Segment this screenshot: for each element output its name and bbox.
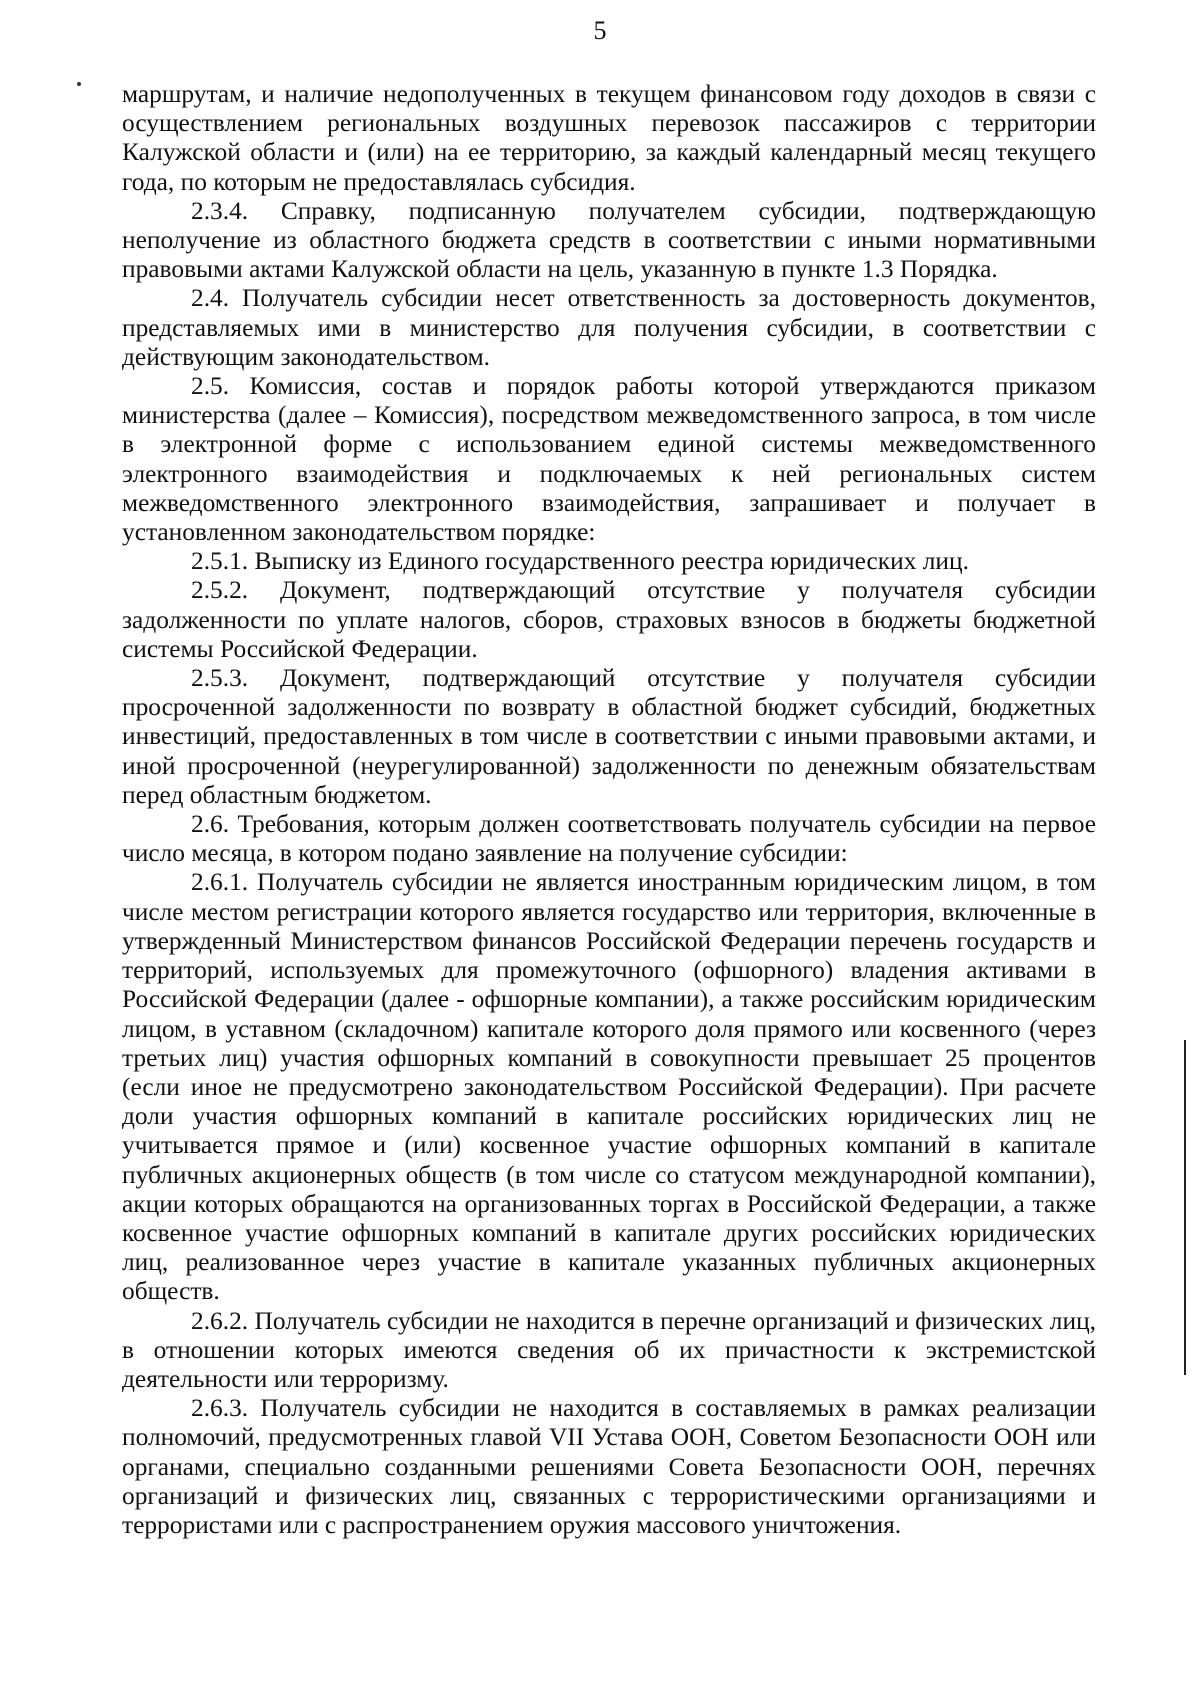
- paragraph-2-6-2: 2.6.2. Получатель субсидии не находится в перечне организаций и физических лиц, в отношении которых имеются сведения об их причастности к экстремистской деятельности или терроризму.: [122, 1306, 1096, 1393]
- paragraph-continuation: маршрутам, и наличие недополученных в текущем финансовом году доходов в связи с осуществлением региональных воздушных перевозок пассажиров с территории Калужской области и (или) на ее территорию, за каждый календарный месяц текущего года, по которым не предоставлялась субсидия.: [122, 80, 1096, 196]
- document-body: [122, 80, 1096, 1540]
- paragraph-2-3-4: 2.3.4. Справку, подписанную получателем субсидии, подтверждающую неполучение из областного бюджета средств в соответствии с иными нормативными правовыми актами Калужской области на цель, указанную в пункте 1.3 Порядка.: [122, 196, 1096, 284]
- paragraph-2-6-1: 2.6.1. Получатель субсидии не является иностранным юридическим лицом, в том числе местом регистрации которого является государство или территория, включенные в утвержденный Министерством финансов Российской Федерации перечень государств и территорий, используемых для промежуточного (офшорного) владения активами в Российской Федерации (далее - офшорные компании), а также российским юридическим лицом, в уставном (складочном) капитале которого доля прямого или косвенного (через третьих лиц) участия офшорных компаний в совокупности превышает 25 процентов (если иное не предусмотрено законодательством Российской Федерации). При расчете доли участия офшорных компаний в капитале российских юридических лиц не учитывается прямое и (или) косвенное участие офшорных компаний в капитале публичных акционерных обществ (в том числе со статусом международной компании), акции которых обращаются на организованных торгах в Российской Федерации, а также косвенное участие офшорных компаний в капитале других российских юридических лиц, реализованное через участие в капитале указанных публичных акционерных обществ.: [122, 868, 1096, 1306]
- paragraph-2-6: 2.6. Требования, которым должен соответствовать получатель субсидии на первое число месяца, в котором подано заявление на получение субсидии:: [122, 810, 1096, 868]
- paragraph-2-5-1: 2.5.1. Выписку из Единого государственного реестра юридических лиц.: [191, 547, 969, 576]
- paragraph-2-5-3: 2.5.3. Документ, подтверждающий отсутствие у получателя субсидии просроченной задолженности по возврату в областной бюджет субсидий, бюджетных инвестиций, предоставленных в том числе в соответствии с иными правовыми актами, и иной просроченной (неурегулированной) задолженности по денежным обязательствам перед областным бюджетом.: [122, 664, 1096, 809]
- scan-dot-mark: [77, 82, 81, 86]
- paragraph-2-5-2: 2.5.2. Документ, подтверждающий отсутствие у получателя субсидии задолженности по уплате налогов, сборов, страховых взносов в бюджеты бюджетной системы Российской Федерации.: [122, 576, 1096, 663]
- scan-edge-line: [1184, 1040, 1186, 1375]
- paragraph-2-5: 2.5. Комиссия, состав и порядок работы которой утверждаются приказом министерства (далее – Комиссия), посредством межведомственного запроса, в том числе в электронной форме с использованием единой системы межведомственного электронного взаимодействия и подключаемых к ней региональных систем межведомственного электронного взаимодействия, запрашивает и получает в установленном законодательством порядке:: [122, 372, 1096, 547]
- paragraph-2-6-3: 2.6.3. Получатель субсидии не находится в составляемых в рамках реализации полномочий, предусмотренных главой VII Устава ООН, Советом Безопасности ООН или органами, специально созданными решениями Совета Безопасности ООН, перечнях организаций и физических лиц, связанных с террористическими организациями и террористами или с распространением оружия массового уничтожения.: [122, 1394, 1096, 1539]
- page-number: 5: [593, 16, 607, 45]
- paragraph-2-4: 2.4. Получатель субсидии несет ответственность за достоверность документов, представляемых ими в министерство для получения субсидии, в соответствии с действующим законодательством.: [122, 284, 1096, 371]
